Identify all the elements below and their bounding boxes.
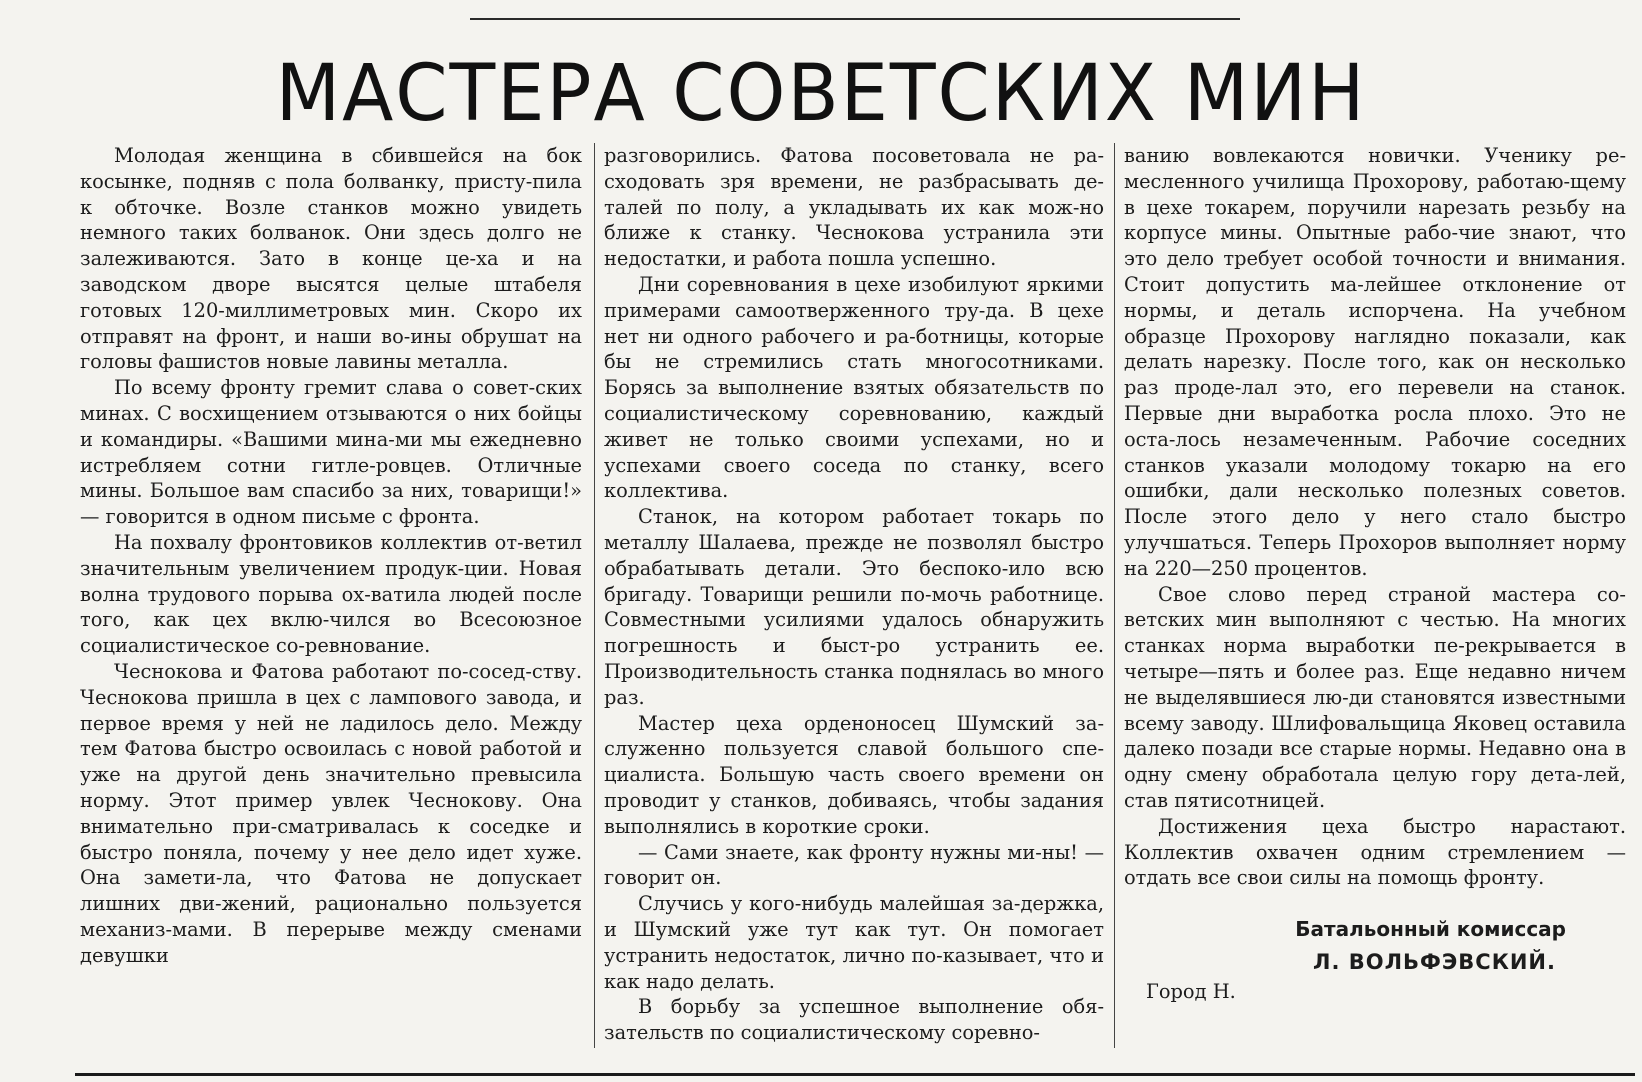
author-name: Л. ВОЛЬФЭВСКИЙ. [1313, 950, 1556, 975]
article-column-1 [80, 143, 582, 1063]
paragraph: Дни соревнования в цехе изобилуют яркими примерами самоотверженного тру-да. В цехе нет ни одного рабочего и ра-ботницы, которые бы не стремились стать многосотниками. Борясь за выполнение взятых обязательств по социалистическому соревнованию, каждый живет не только своими успехами, но и успехами своего соседа по станку, всего коллектива. [604, 272, 1104, 503]
paragraph: Чеснокова и Фатова работают по-сосед-ству. Чеснокова пришла в цех с лампового завода, и первое время у ней не ладилось дело. Между тем Фатова быстро освоилась с новой работой и уже на другой день значительно превысила норму. Этот пример увлек Чеснокову. Она внимательно при-сматривалась к соседке и быстро поняла, почему у нее дело идет хуже. Она замети-ла, что Фатова не допускает лишних дви-жений, рационально пользуется механиз-мами. В перерыве между сменами девушки [80, 659, 582, 967]
paragraph: разговорились. Фатова посоветовала не ра-сходовать зря времени, не разбрасывать де-талей по полу, а укладывать их как мож-но ближе к станку. Чеснокова устранила эти недостатки, и работа пошла успешно. [604, 144, 1104, 271]
paragraph: Свое слово перед страной мастера со-ветских мин выполняют с честью. На многих станках норма выработки пе-рекрывается в четыре—пять и более раз. Еще недавно ничем не выделявшиеся лю-ди становятся известными всему заводу. Шлифовальщица Яковец оставила далеко позади все старые нормы. Недавно она в одну смену обработала целую гору дета-лей, став пятисотницей. [1124, 582, 1626, 812]
paragraph: Достижения цеха быстро нарастают. Коллектив охвачен одним стремлением — отдать все свои силы на помощь фронту. [1124, 814, 1626, 890]
author-title: Батальонный комиссар [1295, 917, 1566, 942]
column-divider-2 [1114, 143, 1115, 1048]
bottom-rule [75, 1073, 1635, 1076]
author-signature [1124, 913, 1626, 979]
article-column-2 [604, 143, 1104, 1063]
paragraph: — Сами знаете, как фронту нужны ми-ны! — говорит он. [604, 840, 1104, 890]
paragraph: На похвалу фронтовиков коллектив от-ветил значительным увеличением продук-ции. Новая волна трудового порыва ох-ватила людей после того, как цех вклю-чился во Всесоюзное социалистическое со-ревнование. [80, 530, 582, 658]
paragraph: Случись у кого-нибудь малейшая за-держка, и Шумский уже тут как тут. Он помогает устранить недостаток, лично по-казывает, что и как надо делать. [604, 892, 1104, 993]
column-divider-1 [594, 143, 595, 1048]
article-column-3 [1124, 143, 1626, 1063]
paragraph: Молодая женщина в сбившейся на бок косынке, подняв с пола болванку, присту-пила к обточке. Возле станков можно увидеть немного таких болванок. Они здесь долго не залеживаются. Зато в конце це-ха и на заводском дворе высятся целые штабеля готовых 120-миллиметровых мин. Скоро их отправят на фронт, и наши во-ины обрушат на головы фашистов новые лавины металла. [80, 144, 582, 374]
dateline: Город Н. [1146, 980, 1236, 1004]
paragraph: По всему фронту гремит слава о совет-ских минах. С восхищением отзываются о них бойцы и командиры. «Вашими мина-ми мы ежедневно истребляем сотни гитле-ровцев. Отличные мины. Большое вам спасибо за них, товарищи!» — говорится в одном письме с фронта. [80, 376, 582, 529]
paragraph: Станок, на котором работает токарь по металлу Шалаева, прежде не позволял быстро обрабатывать детали. Это беспоко-ило всю бригаду. Товарищи решили по-мочь работнице. Совместными усилиями удалось обнаружить погрешность и быст-ро устранить ее. Производительность станка поднялась во много раз. [604, 505, 1104, 709]
paragraph: В борьбу за успешное выполнение обя-зательств по социалистическому соревно- [604, 995, 1104, 1045]
paragraph: Мастер цеха орденоносец Шумский за-служенно пользуется славой большого спе-циалиста. Большую часть своего времени он проводит у станков, добиваясь, чтобы задания выполнялись в короткие сроки. [604, 711, 1104, 838]
top-rule [470, 18, 1240, 20]
headline: МАСТЕРА СОВЕТСКИХ МИН [275, 49, 1367, 139]
paragraph: ванию вовлекаются новички. Ученику ре-месленного училища Прохорову, работаю-щему в цехе токарем, поручили нарезать резьбу на корпусе мины. Опытные рабо-чие знают, что это дело требует особой точности и внимания. Стоит допустить ма-лейшее отклонение от нормы, и деталь испорчена. На учебном образце Прохорову наглядно показали, как делать нарезку. После того, как он несколько раз проде-лал это, его перевели на станок. Первые дни выработка росла плохо. Это не оста-лось незамеченным. Рабочие соседних станков указали молодому токарю на его ошибки, дали несколько полезных советов. После этого дело у него стало быстро улучшаться. Теперь Прохоров выполняет норму на 220—250 процентов. [1124, 144, 1626, 580]
